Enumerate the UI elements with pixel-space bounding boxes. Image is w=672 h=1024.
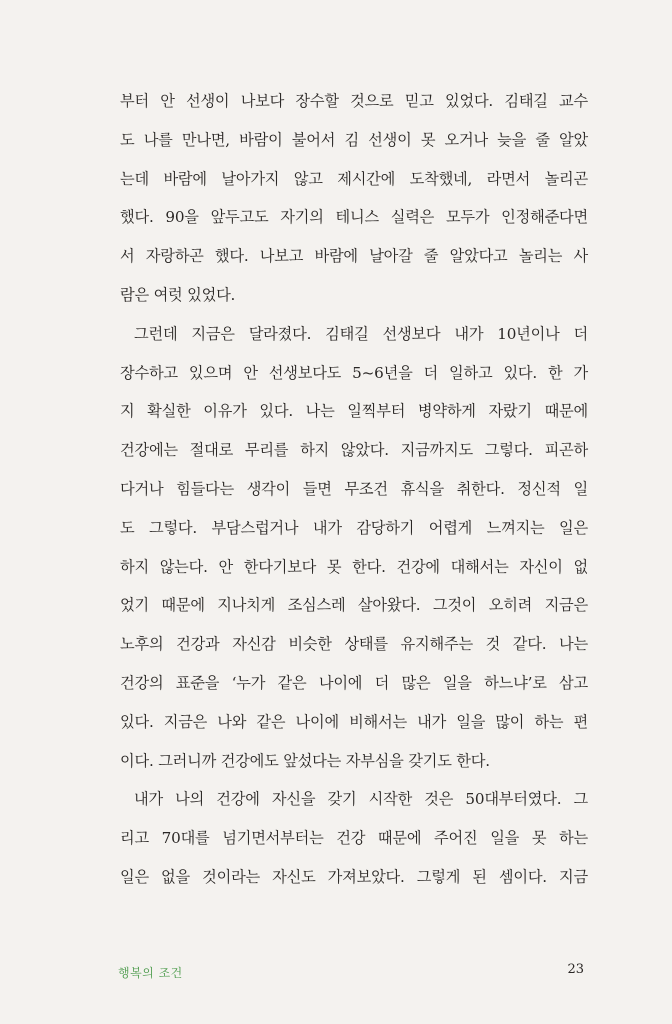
text-line: 내가 나의 건강에 자신을 갖기 시작한 것은 50대부터였다. 그 [134,790,588,809]
paragraph-1 [120,82,588,315]
text-line: 는데 바람에 날아가지 않고 제시간에 도착했네, 라면서 놀리곤 [120,169,588,188]
text-line: 도 나를 만나면, 바람이 불어서 김 선생이 못 오거나 늦을 줄 알았 [120,130,588,149]
page-number: 23 [567,962,584,977]
text-line: 일은 없을 것이라는 자신도 가져보았다. 그렇게 된 셈이다. 지금 [120,867,588,886]
text-line: 람은 여럿 있었다. [120,285,236,304]
text-line: 건강의 표준을 ‘누가 같은 나이에 더 많은 일을 하느냐’로 삼고 [120,673,588,692]
text-line: 건강에는 절대로 무리를 하지 않았다. 지금까지도 그렇다. 피곤하 [120,441,588,460]
text-line: 도 그렇다. 부담스럽거나 내가 감당하기 어렵게 느껴지는 일은 [120,518,588,537]
body-text [120,82,588,897]
text-line: 노후의 건강과 자신감 비슷한 상태를 유지해주는 것 같다. 나는 [120,635,588,654]
paragraph-3 [120,780,588,896]
text-line: 었기 때문에 지나치게 조심스레 살아왔다. 그것이 오히려 지금은 [120,596,588,615]
text-line: 다거나 힘들다는 생각이 들면 무조건 휴식을 취한다. 정신적 일 [120,479,588,498]
text-line: 이다. 그러니까 건강에도 앞섰다는 자부심을 갖기도 한다. [120,751,490,770]
text-line: 지 확실한 이유가 있다. 나는 일찍부터 병약하게 자랐기 때문에 [120,402,588,421]
text-line: 서 자랑하곤 했다. 나보고 바람에 날아갈 줄 알았다고 놀리는 사 [120,247,588,266]
running-footer-title: 행복의 조건 [118,966,183,980]
text-line: 리고 70대를 넘기면서부터는 건강 때문에 주어진 일을 못 하는 [120,829,588,848]
paragraph-2 [120,315,588,781]
text-line: 장수하고 있으며 안 선생보다도 5~6년을 더 일하고 있다. 한 가 [120,363,588,382]
text-line: 부터 안 선생이 나보다 장수할 것으로 믿고 있었다. 김태길 교수 [120,92,588,110]
text-line: 그런데 지금은 달라졌다. 김태길 선생보다 내가 10년이나 더 [134,324,588,343]
text-line: 했다. 90을 앞두고도 자기의 테니스 실력은 모두가 인정해준다면 [120,208,588,227]
text-line: 있다. 지금은 나와 같은 나이에 비해서는 내가 일을 많이 하는 편 [120,712,588,731]
text-line: 하지 않는다. 안 한다기보다 못 한다. 건강에 대해서는 자신이 없 [120,557,588,576]
